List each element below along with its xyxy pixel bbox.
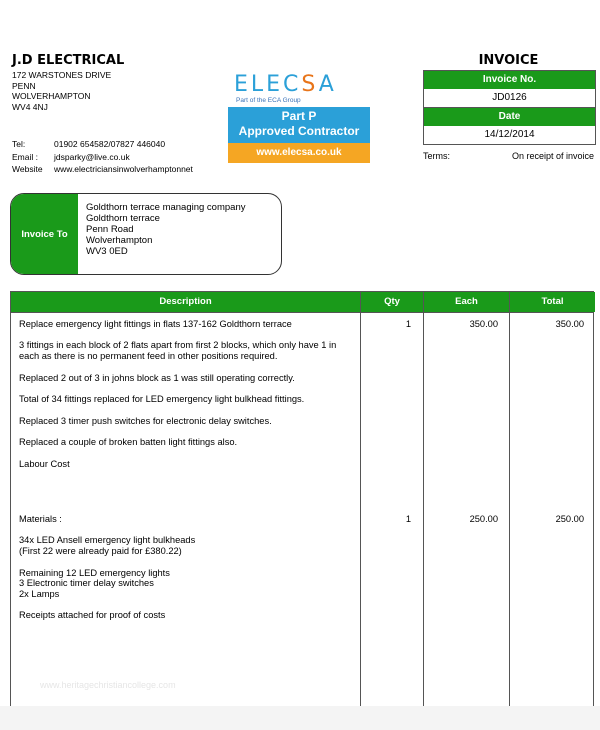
- invoice-date: 14/12/2014: [424, 126, 595, 144]
- invoice-meta-box: [423, 70, 596, 145]
- col-each-header: Each: [424, 292, 509, 312]
- invoice-date-label: Date: [424, 108, 595, 126]
- description-line: Replaced 2 out of 3 in johns block as 1 was still operating correctly.: [19, 373, 295, 383]
- bill-line: Goldthorn terrace managing company: [86, 202, 246, 213]
- row-each: 250.00: [469, 514, 498, 524]
- description-line: 34x LED Ansell emergency light bulkheads: [19, 535, 196, 545]
- invoice-to-label: Invoice To: [11, 194, 78, 274]
- terms-value: On receipt of invoice: [511, 151, 594, 161]
- elecsa-subtitle: Part of the ECA Group: [236, 97, 301, 104]
- description-line: 3 fittings in each block of 2 flats apart from first 2 blocks, which only have 1 in: [19, 340, 337, 350]
- row-qty: 1: [405, 319, 411, 329]
- company-contacts: [12, 138, 193, 176]
- elecsa-logo: [226, 70, 372, 164]
- bill-line: Goldthorn terrace: [86, 213, 160, 224]
- terms-label: Terms:: [423, 151, 450, 161]
- col-total-header: Total: [510, 292, 595, 312]
- description-line: Materials :: [19, 514, 62, 524]
- elecsa-url: www.elecsa.co.uk: [228, 143, 370, 163]
- description-line: Remaining 12 LED emergency lights: [19, 568, 170, 578]
- contact-website: Website www.electriciansinwolverhamptonnet: [12, 164, 193, 174]
- part-p-badge: Part P Approved Contractor: [228, 107, 370, 143]
- bill-line: Wolverhampton: [86, 235, 153, 246]
- column-divider: [360, 292, 361, 706]
- description-line: (First 22 were already paid for £380.22): [19, 546, 182, 556]
- bill-line: Penn Road: [86, 224, 134, 235]
- watermark-text: www.heritagechristiancollege.com: [40, 680, 176, 690]
- address-line: WOLVERHAMPTON: [12, 91, 91, 101]
- row-total: 350.00: [555, 319, 584, 329]
- description-line: Labour Cost: [19, 459, 70, 469]
- contact-email: Email : jdsparky@live.co.uk: [12, 151, 130, 162]
- invoice-number: JD0126: [424, 89, 595, 108]
- row-qty: 1: [405, 514, 411, 524]
- column-divider: [423, 292, 424, 706]
- description-line: each as there is no permanent feed in other positions required.: [19, 351, 278, 361]
- bill-line: WV3 0ED: [86, 246, 128, 257]
- row-each: 350.00: [469, 319, 498, 329]
- col-description-header: Description: [11, 292, 360, 312]
- column-divider: [509, 292, 510, 706]
- header-divider: [11, 312, 593, 313]
- company-address: [12, 70, 111, 112]
- invoice-to-box: [10, 193, 282, 275]
- description-line: Total of 34 fittings replaced for LED emergency light bulkhead fittings.: [19, 394, 305, 404]
- invoice-title: INVOICE: [478, 53, 539, 68]
- col-qty-header: Qty: [361, 292, 423, 312]
- invoice-number-label: Invoice No.: [424, 71, 595, 89]
- address-line: PENN: [12, 80, 36, 91]
- elecsa-wordmark: ELECSA: [234, 72, 337, 97]
- row-total: 250.00: [555, 514, 584, 524]
- description-line: 3 Electronic timer delay switches: [19, 578, 154, 588]
- address-line: WV4 4NJ: [12, 101, 48, 112]
- contact-tel: Tel: 01902 654582/07827 446040: [12, 139, 166, 149]
- description-line: 2x Lamps: [19, 589, 60, 599]
- address-line: 172 WARSTONES DRIVE: [12, 70, 112, 80]
- line-items-table: [10, 291, 594, 706]
- invoice-to-address: [78, 194, 245, 274]
- invoice-terms: [423, 151, 594, 161]
- description-line: Replaced a couple of broken batten light fittings also.: [19, 437, 238, 447]
- description-line: Replace emergency light fittings in flats 137-162 Goldthorn terrace: [19, 319, 292, 329]
- description-line: Replaced 3 timer push switches for electronic delay switches.: [19, 416, 272, 426]
- description-line: Receipts attached for proof of costs: [19, 610, 166, 620]
- company-name: J.D ELECTRICAL: [12, 53, 125, 68]
